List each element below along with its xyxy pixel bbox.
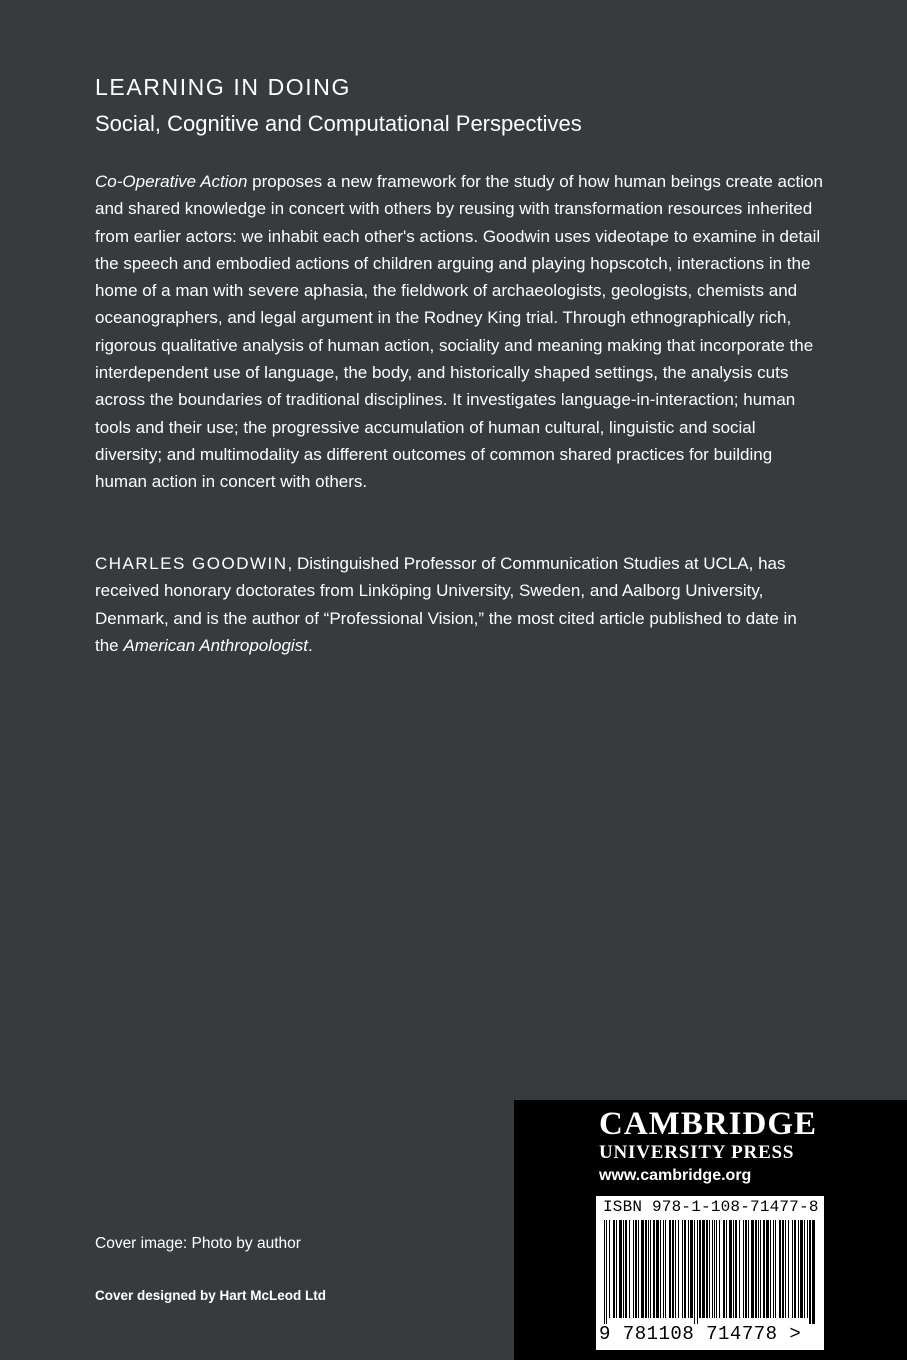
barcode-bar [623,1220,624,1318]
barcode-bar [758,1220,759,1318]
barcode-bar [669,1220,671,1318]
series-subtitle: Social, Cognitive and Computational Perspectives [95,111,582,136]
bio-text: , Distinguished Professor of Communication Studies at UCLA, has received honorary doctorates from Linköping University, Sweden, and Aalborg University, Denmark, and is the author of “Professional Vision,” the most cited article published to date in the [95,554,797,655]
book-description [95,168,823,496]
barcode-bar [629,1220,630,1318]
barcode-bar [807,1220,808,1318]
barcode-bar [688,1220,689,1318]
barcode-bar [716,1220,717,1318]
barcode-bar [616,1220,617,1318]
barcode-bar [706,1220,708,1318]
barcode-bar [729,1220,732,1318]
barcode-bar [719,1220,720,1318]
barcode-bar [619,1220,622,1318]
cover-designer-credit: Cover designed by Hart McLeod Ltd [95,1288,327,1303]
barcode-bar [690,1220,693,1318]
barcode-bar [606,1220,607,1324]
barcode-bar [656,1220,659,1318]
barcode-bar [653,1220,655,1318]
publisher-url: www.cambridge.org [599,1167,752,1184]
isbn-label: ISBN 978-1-108-71477-8 [603,1198,819,1216]
series-title: LEARNING IN DOING [95,74,351,100]
barcode-bar [635,1220,637,1318]
barcode-bar [812,1220,815,1324]
barcode-bar [794,1220,796,1318]
barcode-bar [660,1220,661,1318]
barcode-bar [604,1220,605,1324]
barcode-bar [613,1220,615,1318]
barcode-bar [682,1220,683,1318]
barcode-bar [788,1220,789,1318]
barcode-bar [709,1220,710,1318]
barcode-bar [798,1220,799,1318]
barcode-bar [675,1220,676,1318]
cover-image-credit: Cover image: Photo by author [95,1235,301,1252]
barcode-bar [748,1220,749,1318]
barcode-bar [684,1220,686,1318]
barcode [596,1196,824,1350]
barcode-bar [650,1220,651,1318]
barcode-bar [785,1220,786,1318]
barcode-bar [763,1220,765,1318]
barcode-bar [739,1220,740,1318]
barcode-bar [800,1220,803,1318]
barcode-bar [779,1220,781,1318]
barcode-bar [699,1220,701,1318]
barcode-bar [645,1220,647,1318]
barcode-bar [735,1220,737,1318]
author-name: CHARLES GOODWIN [95,554,288,573]
publisher-block [514,1100,907,1360]
barcode-bar [702,1220,705,1318]
barcode-bar [745,1220,747,1318]
barcode-bar [641,1220,644,1318]
barcode-bars [604,1220,816,1324]
journal-title: American Anthropologist [123,635,308,655]
barcode-bar [633,1220,634,1318]
barcode-bar [663,1220,664,1318]
barcode-bar [672,1220,674,1318]
barcode-bar [648,1220,649,1318]
publisher-logo-name: CAMBRIDGE [599,1106,818,1142]
barcode-bar [694,1220,695,1324]
barcode-bar [755,1220,757,1318]
barcode-bar [638,1220,639,1318]
barcode-bar [770,1220,771,1318]
barcode-bar [751,1220,754,1318]
barcode-bar [678,1220,679,1318]
barcode-bar [665,1220,666,1318]
barcode-bar [733,1220,734,1318]
description-text: proposes a new framework for the study of how human beings create action and shared knowledge in concert with others by reusing with transformation resources inherited from earlier actors: we inhabit each other's actions. Goodwin uses videotape to examine in detail the speech and embodied actions of children arguing and playing hopscotch, interactions in the home of a man with severe aphasia, the fieldwork of archaeologists, geologists, chemists and oceanographers, and legal argument in the Rodney King trial. Through ethnographically rich, rigorous qualitative analysis of human action, sociality and meaning making that incorporate the interdependent use of language, the body, and historically shaped settings, the analysis cuts across the boundaries of traditional disciplines. It investigates language-in-interaction; human tools and their use; the progressive accumulation of human cultural, linguistic and social diversity; and multimodality as different outcomes of common shared practices for building human action in concert with others. [95,172,823,492]
barcode-bar [760,1220,761,1318]
barcode-bar [809,1220,811,1324]
barcode-bar [804,1220,805,1318]
barcode-bar [712,1220,713,1318]
barcode-bar [609,1220,610,1318]
barcode-bar [697,1220,698,1324]
barcode-bar [773,1220,774,1318]
barcode-bar [723,1220,725,1318]
barcode-bar [766,1220,769,1318]
book-title: Co-Operative Action [95,172,248,191]
barcode-bar [792,1220,793,1318]
publisher-logo-subname: UNIVERSITY PRESS [599,1142,795,1163]
barcode-bar [743,1220,744,1318]
barcode-bar [775,1220,776,1318]
bio-end: . [307,635,313,655]
barcode-bar [726,1220,727,1318]
barcode-digits: 9 781108 714778 > [599,1323,802,1345]
barcode-bar [782,1220,784,1318]
barcode-bar [714,1220,715,1318]
barcode-bar [625,1220,627,1318]
author-bio [95,550,823,659]
